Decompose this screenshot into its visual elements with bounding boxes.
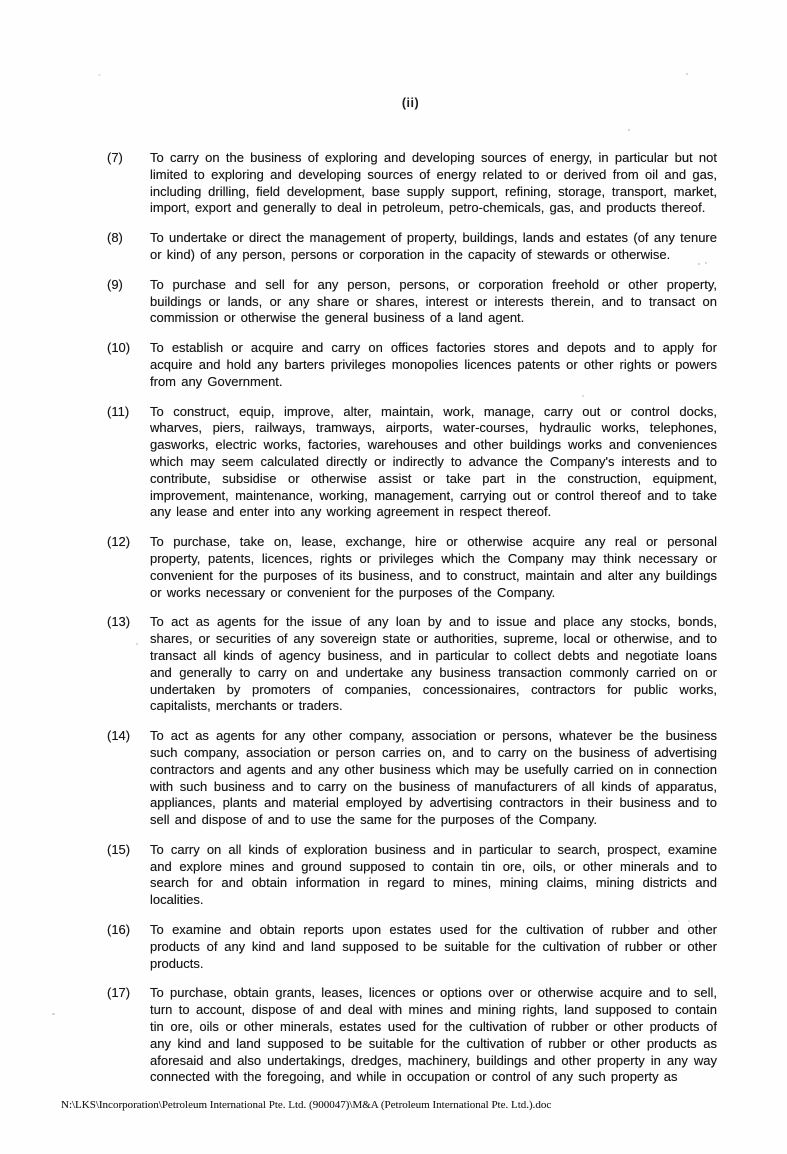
clause-16 [107,922,717,972]
clause-number: (16) [107,922,131,938]
clause-13 [107,614,717,715]
footer-file-path: N:\LKS\Incorporation\Petroleum International Pte. Ltd. (900047)\M&A (Petroleum International Pte. Ltd.).doc [61,1099,552,1111]
clause-number: (14) [107,728,131,744]
scan-speck [705,262,707,264]
clause-8 [107,230,717,264]
clause-text: To undertake or direct the management of property, buildings, lands and estates (of any tenure or kind) of any person, persons or corporation in the capacity of stewards or otherwise. [150,230,717,262]
scan-speck [98,74,101,76]
page-number: (ii) [401,96,420,110]
clause-11 [107,404,717,522]
clause-number: (17) [107,985,131,1001]
scan-speck [136,643,138,645]
clause-17 [107,985,717,1086]
clause-number: (8) [107,230,123,246]
clause-number: (15) [107,841,131,857]
clause-number: (9) [107,276,123,292]
clause-number: (13) [107,614,131,630]
clause-text: To act as agents for the issue of any loan by and to issue and place any stocks, bonds, shares, or securities of any sovereign state or authorities, supreme, local or otherwise, and to transact all kinds of agency business, and in particular to collect debts and negotiate loans and generally to carry on and undertake any business transaction commonly carried on or undertaken by promoters of companies, concessionaires, contractors for public works, capitalists, merchants or traders. [150,614,717,714]
clause-7 [107,150,717,217]
scan-speck [628,129,630,131]
clause-number: (12) [107,534,131,550]
clause-text: To establish or acquire and carry on offices factories stores and depots and to apply for acquire and hold any barters privileges monopolies licences patents or other rights or powers from any Government. [150,340,717,389]
scan-speck [52,1013,55,1015]
clause-15 [107,842,717,909]
scan-speck [688,920,690,922]
scan-speck [686,73,688,75]
clause-12 [107,534,717,601]
clause-10 [107,340,717,390]
clause-text: To carry on the business of exploring and developing sources of energy, in particular but not limited to exploring and developing sources of energy related to or derived from oil and gas, including drilling, field development, base supply support, refining, storage, transport, market, import, export and generally to deal in petroleum, petro-chemicals, gas, and products thereof. [150,150,717,216]
clause-text: To construct, equip, improve, alter, maintain, work, manage, carry out or control docks, wharves, piers, railways, tramways, airports, water-courses, hydraulic works, telephones, gasworks, electric works, factories, warehouses and other buildings works and conveniences which may seem calculated directly or indirectly to advance the Company's interests and to contribute, subsidise or otherwise assist or take part in the construction, equipment, improvement, maintenance, working, management, carrying out or control thereof and to take any lease and enter into any working agreement in respect thereof. [150,403,717,520]
clause-text: To purchase, take on, lease, exchange, hire or otherwise acquire any real or personal property, patents, licences, rights or privileges which the Company may think necessary or convenient for the purposes of its business, and to construct, maintain and alter any buildings or works necessary or convenient for the purposes of the Company. [150,534,717,600]
scan-speck [582,395,584,397]
clause-number: (10) [107,340,131,356]
scan-speck [698,263,700,265]
clause-number: (7) [107,150,123,165]
clause-number: (11) [107,403,130,419]
clause-9 [107,277,717,327]
clause-14 [107,728,717,829]
clause-text: To purchase, obtain grants, leases, licences or options over or otherwise acquire and to sell, turn to account, dispose of and deal with mines and mining rights, land supposed to contain tin ore, oils or other minerals, estates used for the cultivation of rubber or other products of any kind and land supposed to be suitable for the cultivation of rubber or other products as aforesaid and also undertakings, dredges, machinery, buildings and other property in any way connected with the foregoing, and while in occupation or control of any such property as [150,985,717,1085]
clause-list [107,150,717,1099]
clause-text: To carry on all kinds of exploration business and in particular to search, prospect, examine and explore mines and ground supposed to contain tin ore, oils, or other minerals and to search for and obtain information in regard to mines, mining claims, mining districts and localities. [150,841,717,908]
clause-text: To purchase and sell for any person, persons, or corporation freehold or other property, buildings or lands, or any share or shares, interest or interests therein, and to transact on commission or otherwise the general business of a land agent. [150,276,717,326]
clause-text: To act as agents for any other company, association or persons, whatever be the business such company, association or person carries on, and to carry on the business of advertising contractors and agents and any other business which may be usefully carried on in connection with such business and to carry on the business of manufacturers of all kinds of apparatus, appliances, plants and material employed by advertising contractors in their business and to sell and dispose of and to use the same for the purposes of the Company. [150,728,717,828]
clause-text: To examine and obtain reports upon estates used for the cultivation of rubber and other products of any kind and land supposed to be suitable for the cultivation of rubber or other products. [150,922,717,971]
